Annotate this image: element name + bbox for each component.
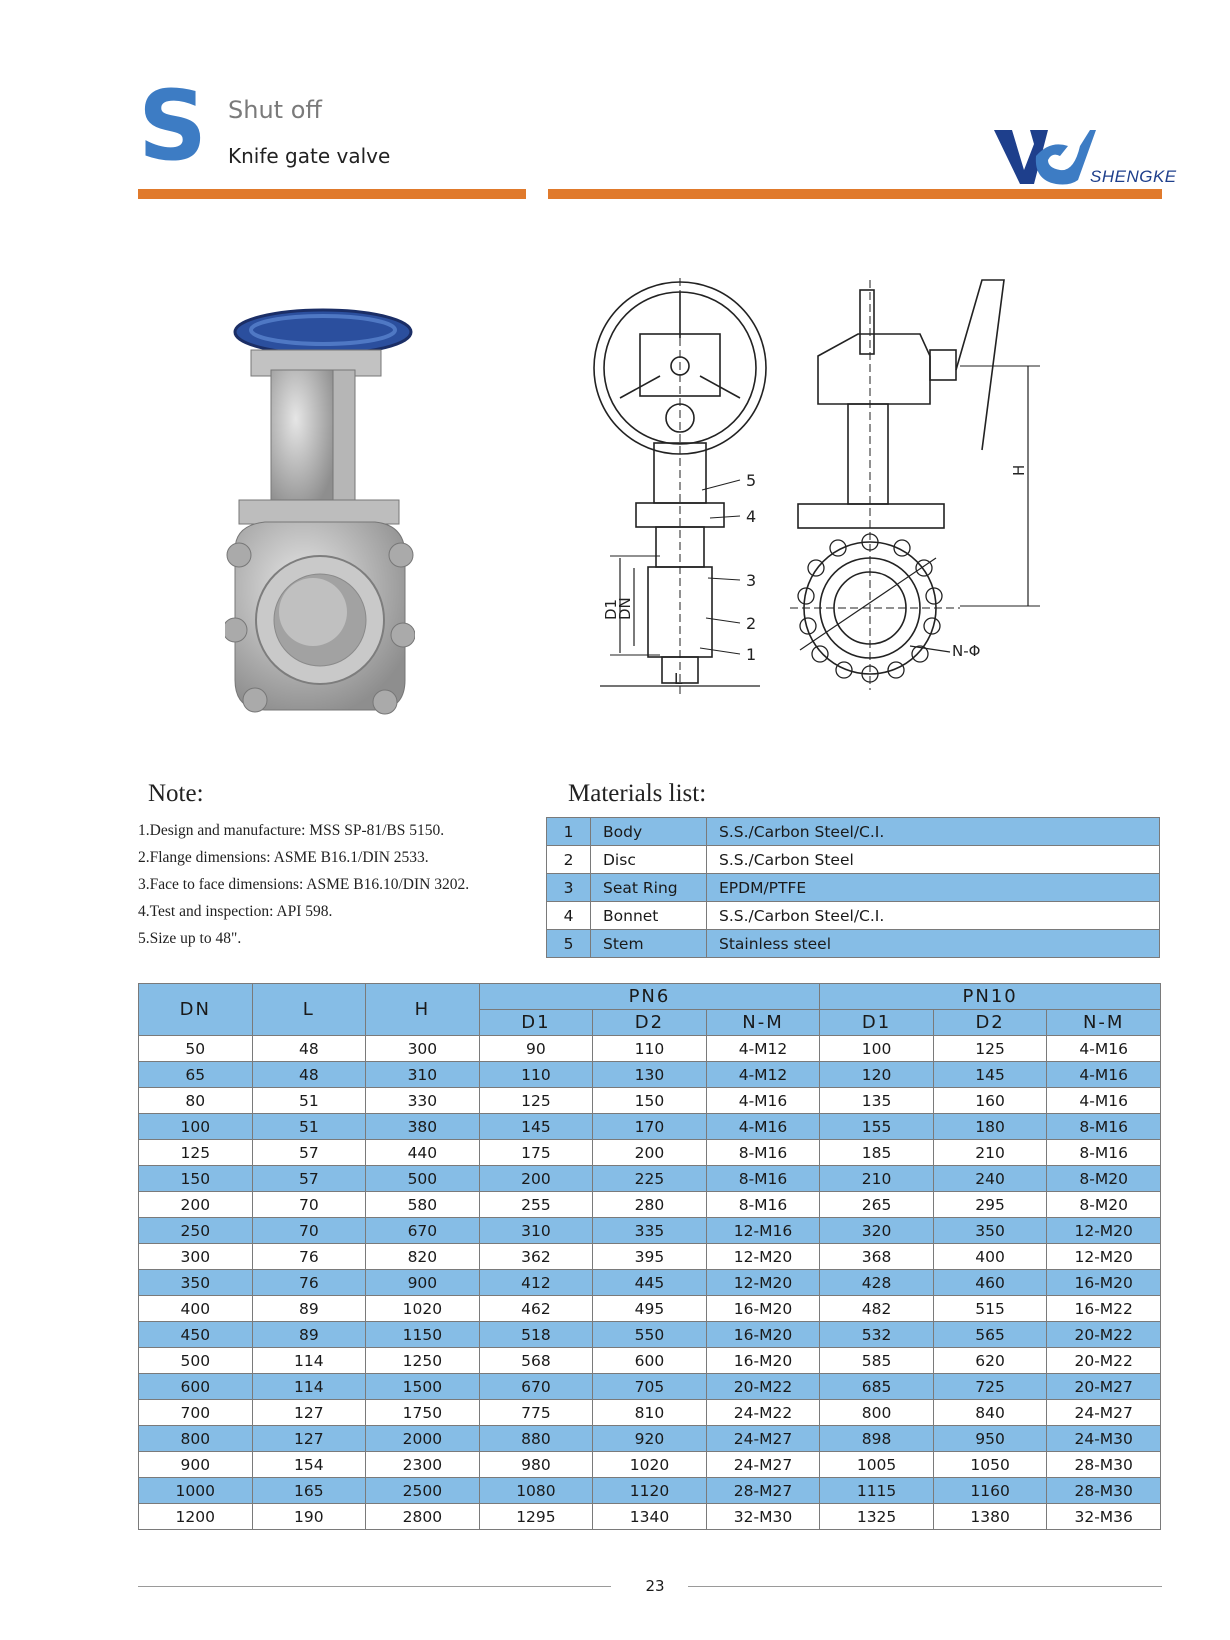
table-cell: 200 <box>139 1192 253 1218</box>
shengke-logo-icon <box>990 126 1100 190</box>
table-cell: 65 <box>139 1062 253 1088</box>
table-cell: 110 <box>593 1036 707 1062</box>
table-cell: 320 <box>820 1218 934 1244</box>
col-header-d1: D1 <box>479 1010 593 1036</box>
table-cell: 1120 <box>593 1478 707 1504</box>
table-cell: 4-M16 <box>706 1114 820 1140</box>
material-no: 1 <box>547 818 591 846</box>
table-row <box>139 1192 1161 1218</box>
table-cell: 12-M20 <box>706 1244 820 1270</box>
table-cell: 125 <box>479 1088 593 1114</box>
table-cell: 110 <box>479 1062 593 1088</box>
table-cell: 1750 <box>366 1400 480 1426</box>
table-cell: 400 <box>933 1244 1047 1270</box>
table-row <box>139 1140 1161 1166</box>
table-cell: 8-M20 <box>1047 1192 1161 1218</box>
material-value: Stainless steel <box>707 930 1160 958</box>
table-row <box>139 1322 1161 1348</box>
table-cell: 127 <box>252 1426 366 1452</box>
table-cell: 445 <box>593 1270 707 1296</box>
table-cell: 70 <box>252 1218 366 1244</box>
page-number: 23 <box>645 1577 665 1595</box>
table-cell: 820 <box>366 1244 480 1270</box>
table-cell: 380 <box>366 1114 480 1140</box>
table-cell: 1000 <box>139 1478 253 1504</box>
table-cell: 725 <box>933 1374 1047 1400</box>
drawing-side-view <box>760 270 1110 710</box>
table-cell: 127 <box>252 1400 366 1426</box>
table-cell: 32-M30 <box>706 1504 820 1530</box>
table-row <box>139 1166 1161 1192</box>
table-cell: 8-M20 <box>1047 1166 1161 1192</box>
table-cell: 57 <box>252 1166 366 1192</box>
table-cell: 20-M22 <box>1047 1348 1161 1374</box>
table-cell: 700 <box>139 1400 253 1426</box>
section-title: Shut off <box>228 96 322 124</box>
table-cell: 500 <box>366 1166 480 1192</box>
material-no: 4 <box>547 902 591 930</box>
table-cell: 225 <box>593 1166 707 1192</box>
table-cell: 585 <box>820 1348 934 1374</box>
table-cell: 440 <box>366 1140 480 1166</box>
table-cell: 920 <box>593 1426 707 1452</box>
table-cell: 76 <box>252 1270 366 1296</box>
table-cell: 900 <box>139 1452 253 1478</box>
table-cell: 368 <box>820 1244 934 1270</box>
table-cell: 8-M16 <box>1047 1114 1161 1140</box>
table-cell: 1500 <box>366 1374 480 1400</box>
table-cell: 114 <box>252 1348 366 1374</box>
col-header-h: H <box>366 984 480 1036</box>
table-row <box>139 1348 1161 1374</box>
table-row <box>139 1400 1161 1426</box>
table-cell: 120 <box>820 1062 934 1088</box>
header-bar-right <box>548 189 1162 199</box>
table-cell: 460 <box>933 1270 1047 1296</box>
table-cell: 880 <box>479 1426 593 1452</box>
table-cell: 24-M30 <box>1047 1426 1161 1452</box>
table-cell: 8-M16 <box>706 1192 820 1218</box>
table-cell: 1115 <box>820 1478 934 1504</box>
table-cell: 180 <box>933 1114 1047 1140</box>
note-item: 5.Size up to 48". <box>138 930 242 947</box>
table-cell: 840 <box>933 1400 1047 1426</box>
table-row <box>139 1244 1161 1270</box>
part-label-3: 3 <box>746 571 757 590</box>
table-row <box>139 1114 1161 1140</box>
table-cell: 4-M16 <box>1047 1036 1161 1062</box>
table-cell: 28-M30 <box>1047 1478 1161 1504</box>
table-cell: 16-M20 <box>706 1296 820 1322</box>
dim-label-h: H <box>1010 464 1028 476</box>
table-cell: 350 <box>933 1218 1047 1244</box>
table-cell: 1020 <box>593 1452 707 1478</box>
table-cell: 20-M22 <box>1047 1322 1161 1348</box>
table-cell: 280 <box>593 1192 707 1218</box>
table-cell: 1150 <box>366 1322 480 1348</box>
dimension-table <box>138 983 1161 1530</box>
material-value: S.S./Carbon Steel <box>707 846 1160 874</box>
table-cell: 4-M16 <box>1047 1088 1161 1114</box>
table-cell: 330 <box>366 1088 480 1114</box>
part-label-4: 4 <box>746 507 757 526</box>
table-cell: 705 <box>593 1374 707 1400</box>
table-cell: 1005 <box>820 1452 934 1478</box>
table-cell: 1380 <box>933 1504 1047 1530</box>
table-cell: 210 <box>820 1166 934 1192</box>
table-cell: 51 <box>252 1088 366 1114</box>
table-cell: 1295 <box>479 1504 593 1530</box>
table-cell: 16-M20 <box>706 1322 820 1348</box>
table-cell: 145 <box>479 1114 593 1140</box>
table-cell: 185 <box>820 1140 934 1166</box>
dimension-table-body <box>139 1036 1161 1530</box>
table-row <box>139 1426 1161 1452</box>
table-cell: 24-M27 <box>706 1426 820 1452</box>
section-letter: S <box>138 70 208 182</box>
table-row <box>139 1374 1161 1400</box>
header-bar-left <box>138 189 526 199</box>
table-cell: 265 <box>820 1192 934 1218</box>
material-no: 2 <box>547 846 591 874</box>
table-cell: 89 <box>252 1322 366 1348</box>
table-cell: 170 <box>593 1114 707 1140</box>
table-cell: 48 <box>252 1062 366 1088</box>
table-cell: 155 <box>820 1114 934 1140</box>
table-cell: 900 <box>366 1270 480 1296</box>
table-cell: 130 <box>593 1062 707 1088</box>
valve-photo <box>225 300 415 740</box>
table-cell: 125 <box>933 1036 1047 1062</box>
table-cell: 20-M27 <box>1047 1374 1161 1400</box>
table-cell: 90 <box>479 1036 593 1062</box>
table-row <box>139 1088 1161 1114</box>
table-cell: 200 <box>593 1140 707 1166</box>
table-cell: 670 <box>479 1374 593 1400</box>
table-header-row <box>139 984 1161 1010</box>
table-cell: 150 <box>139 1166 253 1192</box>
table-cell: 800 <box>820 1400 934 1426</box>
table-cell: 80 <box>139 1088 253 1114</box>
table-cell: 515 <box>933 1296 1047 1322</box>
table-cell: 24-M27 <box>1047 1400 1161 1426</box>
table-cell: 2800 <box>366 1504 480 1530</box>
table-cell: 1080 <box>479 1478 593 1504</box>
table-cell: 428 <box>820 1270 934 1296</box>
table-cell: 135 <box>820 1088 934 1114</box>
table-cell: 125 <box>139 1140 253 1166</box>
material-part: Bonnet <box>591 902 707 930</box>
table-cell: 24-M22 <box>706 1400 820 1426</box>
table-cell: 145 <box>933 1062 1047 1088</box>
footer-line-right <box>688 1586 1162 1587</box>
col-header-d2: D2 <box>933 1010 1047 1036</box>
table-cell: 48 <box>252 1036 366 1062</box>
table-cell: 255 <box>479 1192 593 1218</box>
table-cell: 898 <box>820 1426 934 1452</box>
table-row <box>139 1036 1161 1062</box>
table-row <box>139 1270 1161 1296</box>
table-cell: 950 <box>933 1426 1047 1452</box>
table-cell: 89 <box>252 1296 366 1322</box>
table-row <box>547 874 1160 902</box>
table-cell: 300 <box>366 1036 480 1062</box>
material-part: Seat Ring <box>591 874 707 902</box>
footer-line-left <box>138 1586 611 1587</box>
table-cell: 210 <box>933 1140 1047 1166</box>
table-cell: 500 <box>139 1348 253 1374</box>
table-cell: 1340 <box>593 1504 707 1530</box>
table-cell: 775 <box>479 1400 593 1426</box>
material-part: Body <box>591 818 707 846</box>
table-row <box>547 818 1160 846</box>
note-item: 2.Flange dimensions: ASME B16.1/DIN 2533. <box>138 849 429 866</box>
table-cell: 154 <box>252 1452 366 1478</box>
table-cell: 450 <box>139 1322 253 1348</box>
table-cell: 2500 <box>366 1478 480 1504</box>
table-cell: 8-M16 <box>706 1166 820 1192</box>
table-cell: 580 <box>366 1192 480 1218</box>
table-cell: 16-M20 <box>1047 1270 1161 1296</box>
table-cell: 12-M20 <box>706 1270 820 1296</box>
col-header-dn: DN <box>139 984 253 1036</box>
table-cell: 160 <box>933 1088 1047 1114</box>
table-cell: 190 <box>252 1504 366 1530</box>
table-cell: 600 <box>593 1348 707 1374</box>
col-group-pn10: PN10 <box>820 984 1161 1010</box>
table-cell: 240 <box>933 1166 1047 1192</box>
table-cell: 2300 <box>366 1452 480 1478</box>
table-cell: 482 <box>820 1296 934 1322</box>
table-cell: 8-M16 <box>1047 1140 1161 1166</box>
table-cell: 1250 <box>366 1348 480 1374</box>
table-cell: 568 <box>479 1348 593 1374</box>
material-part: Disc <box>591 846 707 874</box>
table-cell: 362 <box>479 1244 593 1270</box>
table-cell: 28-M27 <box>706 1478 820 1504</box>
table-cell: 550 <box>593 1322 707 1348</box>
note-item: 3.Face to face dimensions: ASME B16.10/DIN 3202. <box>138 876 470 893</box>
dim-label-n-phi: N-Φ <box>952 642 981 660</box>
table-cell: 620 <box>933 1348 1047 1374</box>
material-no: 3 <box>547 874 591 902</box>
table-cell: 565 <box>933 1322 1047 1348</box>
table-cell: 50 <box>139 1036 253 1062</box>
table-cell: 100 <box>139 1114 253 1140</box>
material-part: Stem <box>591 930 707 958</box>
table-cell: 335 <box>593 1218 707 1244</box>
col-header-l: L <box>252 984 366 1036</box>
table-cell: 518 <box>479 1322 593 1348</box>
col-header-d2: D2 <box>593 1010 707 1036</box>
table-cell: 412 <box>479 1270 593 1296</box>
table-cell: 12-M16 <box>706 1218 820 1244</box>
table-cell: 600 <box>139 1374 253 1400</box>
col-header-nm: N-M <box>706 1010 820 1036</box>
table-cell: 295 <box>933 1192 1047 1218</box>
table-cell: 350 <box>139 1270 253 1296</box>
table-cell: 300 <box>139 1244 253 1270</box>
table-cell: 150 <box>593 1088 707 1114</box>
table-cell: 114 <box>252 1374 366 1400</box>
col-header-d1: D1 <box>820 1010 934 1036</box>
table-row <box>547 846 1160 874</box>
table-cell: 24-M27 <box>706 1452 820 1478</box>
table-row <box>139 1296 1161 1322</box>
notes-heading: Note: <box>148 780 204 807</box>
note-item: 1.Design and manufacture: MSS SP-81/BS 5150. <box>138 822 445 839</box>
material-value: S.S./Carbon Steel/C.I. <box>707 902 1160 930</box>
table-cell: 310 <box>479 1218 593 1244</box>
table-cell: 175 <box>479 1140 593 1166</box>
note-item: 4.Test and inspection: API 598. <box>138 903 333 920</box>
table-cell: 16-M22 <box>1047 1296 1161 1322</box>
table-row <box>139 1452 1161 1478</box>
notes-list <box>138 817 469 952</box>
part-label-1: 1 <box>746 645 757 664</box>
table-cell: 2000 <box>366 1426 480 1452</box>
table-cell: 100 <box>820 1036 934 1062</box>
table-cell: 395 <box>593 1244 707 1270</box>
table-cell: 8-M16 <box>706 1140 820 1166</box>
table-cell: 200 <box>479 1166 593 1192</box>
table-cell: 4-M12 <box>706 1036 820 1062</box>
table-cell: 32-M36 <box>1047 1504 1161 1530</box>
table-cell: 20-M22 <box>706 1374 820 1400</box>
material-value: EPDM/PTFE <box>707 874 1160 902</box>
table-row <box>139 1478 1161 1504</box>
table-cell: 165 <box>252 1478 366 1504</box>
table-row <box>139 1218 1161 1244</box>
section-subtitle: Knife gate valve <box>228 144 391 168</box>
table-cell: 1160 <box>933 1478 1047 1504</box>
dim-label-dn: DN <box>616 597 634 620</box>
part-label-5: 5 <box>746 471 757 490</box>
table-cell: 1020 <box>366 1296 480 1322</box>
table-cell: 12-M20 <box>1047 1218 1161 1244</box>
table-cell: 1200 <box>139 1504 253 1530</box>
table-row <box>139 1504 1161 1530</box>
dim-label-l: L <box>674 670 683 688</box>
dim-label-d1: D1 <box>602 598 620 620</box>
table-row <box>139 1062 1161 1088</box>
table-cell: 70 <box>252 1192 366 1218</box>
table-cell: 51 <box>252 1114 366 1140</box>
table-cell: 810 <box>593 1400 707 1426</box>
table-cell: 532 <box>820 1322 934 1348</box>
brand-name: SHENGKE <box>1090 167 1177 186</box>
table-cell: 4-M16 <box>1047 1062 1161 1088</box>
table-cell: 310 <box>366 1062 480 1088</box>
table-cell: 800 <box>139 1426 253 1452</box>
materials-table <box>546 817 1160 958</box>
table-cell: 4-M16 <box>706 1088 820 1114</box>
table-cell: 400 <box>139 1296 253 1322</box>
table-row <box>547 930 1160 958</box>
table-cell: 670 <box>366 1218 480 1244</box>
table-cell: 28-M30 <box>1047 1452 1161 1478</box>
table-cell: 12-M20 <box>1047 1244 1161 1270</box>
table-cell: 495 <box>593 1296 707 1322</box>
material-value: S.S./Carbon Steel/C.I. <box>707 818 1160 846</box>
col-header-nm: N-M <box>1047 1010 1161 1036</box>
materials-heading: Materials list: <box>568 780 707 807</box>
table-row <box>547 902 1160 930</box>
part-label-2: 2 <box>746 614 757 633</box>
table-cell: 250 <box>139 1218 253 1244</box>
table-cell: 980 <box>479 1452 593 1478</box>
table-cell: 685 <box>820 1374 934 1400</box>
table-cell: 76 <box>252 1244 366 1270</box>
table-cell: 1325 <box>820 1504 934 1530</box>
table-cell: 57 <box>252 1140 366 1166</box>
material-no: 5 <box>547 930 591 958</box>
table-cell: 1050 <box>933 1452 1047 1478</box>
table-cell: 16-M20 <box>706 1348 820 1374</box>
table-cell: 462 <box>479 1296 593 1322</box>
table-cell: 4-M12 <box>706 1062 820 1088</box>
col-group-pn6: PN6 <box>479 984 820 1010</box>
